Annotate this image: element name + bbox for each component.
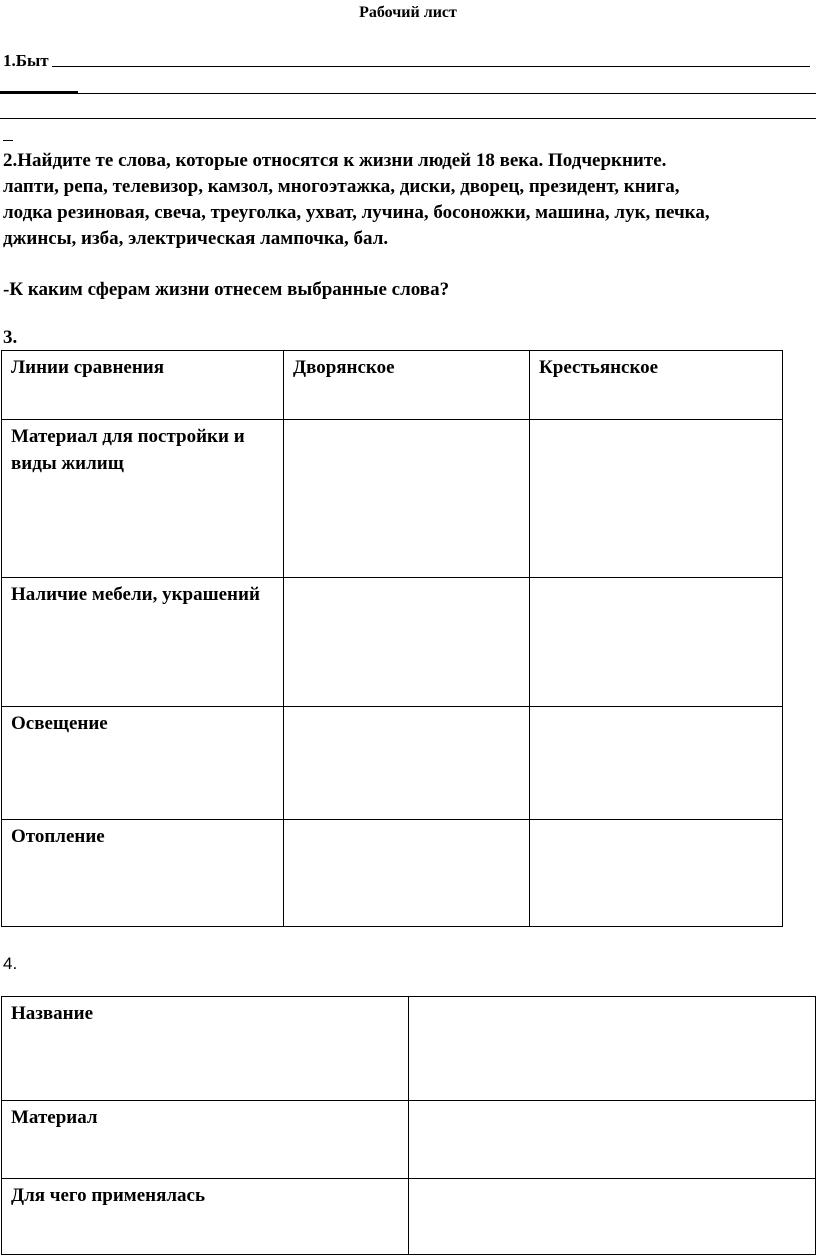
header-cell: Линии сравнения	[2, 351, 284, 420]
table-row	[2, 420, 783, 578]
q1-label: 1.Быт	[3, 51, 49, 70]
table-row	[2, 578, 783, 707]
row-label: Для чего применялась	[2, 1179, 409, 1255]
table-row	[2, 707, 783, 820]
comparison-table	[1, 350, 783, 927]
answer-cell[interactable]	[530, 420, 783, 578]
object-table	[1, 996, 816, 1255]
answer-cell[interactable]	[409, 1101, 816, 1179]
q4-label: 4.	[3, 954, 18, 973]
answer-line-1[interactable]	[52, 66, 810, 67]
answer-cell[interactable]	[284, 420, 530, 578]
row-label: Освещение	[2, 707, 284, 820]
answer-line-2-stub	[0, 91, 78, 93]
table-row	[2, 820, 783, 927]
table-row	[2, 1101, 816, 1179]
q3-label: 3.	[3, 327, 18, 348]
answer-cell[interactable]	[409, 997, 816, 1101]
page-title: Рабочий лист	[359, 4, 457, 21]
header-cell: Крестьянское	[530, 351, 783, 420]
table-header-row	[2, 351, 783, 420]
row-label: Наличие мебели, украшений	[2, 578, 284, 707]
answer-cell[interactable]	[284, 707, 530, 820]
row-label: Материал для постройки и виды жилищ	[2, 420, 284, 578]
q2-text	[3, 148, 813, 252]
answer-line-3[interactable]	[0, 118, 816, 119]
q2-line-2: лапти, репа, телевизор, камзол, многоэтажка, диски, дворец, президент, книга,	[3, 176, 680, 197]
q2-line-4: джинсы, изба, электрическая лампочка, бал.	[3, 228, 389, 249]
table-row	[2, 1179, 816, 1255]
answer-line-2[interactable]	[0, 93, 816, 94]
answer-cell[interactable]	[530, 820, 783, 927]
q2-line-1: 2.Найдите те слова, которые относятся к жизни людей 18 века. Подчеркните.	[3, 150, 667, 171]
table-row	[2, 997, 816, 1101]
answer-cell[interactable]	[530, 578, 783, 707]
q2-line-3: лодка резиновая, свеча, треуголка, ухват, лучина, босоножки, машина, лук, печка,	[3, 202, 710, 223]
header-cell: Дворянское	[284, 351, 530, 420]
row-label: Материал	[2, 1101, 409, 1179]
answer-cell[interactable]	[284, 578, 530, 707]
row-label: Название	[2, 997, 409, 1101]
answer-cell[interactable]	[530, 707, 783, 820]
answer-cell[interactable]	[284, 820, 530, 927]
q2-question: -К каким сферам жизни отнесем выбранные слова?	[3, 279, 450, 300]
answer-cell[interactable]	[409, 1179, 816, 1255]
row-label: Отопление	[2, 820, 284, 927]
answer-line-4-stub	[3, 140, 13, 141]
